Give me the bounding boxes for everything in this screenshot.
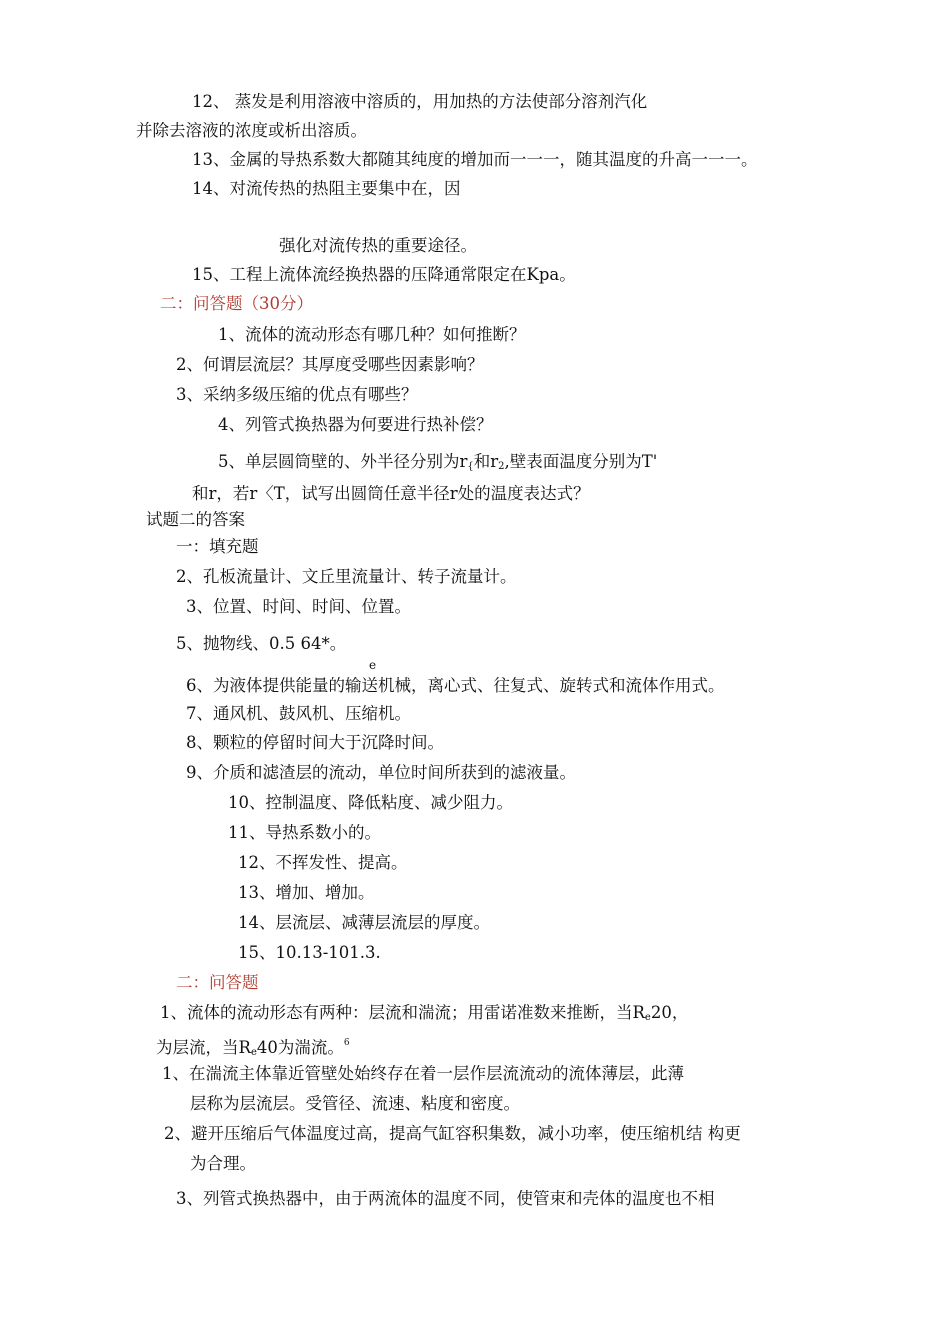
answer-6: 6、为液体提供能量的输送机械，离心式、往复式、旋转式和流体作用式。 xyxy=(186,676,725,695)
question-15: 15、工程上流体流经换热器的压降通常限定在Kpa。 xyxy=(192,265,576,284)
q5-part2: 和r xyxy=(473,452,499,471)
question-13: 13、金属的导热系数大都随其纯度的增加而一一一，随其温度的升高一一一。 xyxy=(192,150,758,169)
a1-l1-sub: e xyxy=(644,1012,651,1023)
qa-question-2: 2、何谓层流层？其厚度受哪些因素影响？ xyxy=(176,355,484,374)
q5-part3: ,壁表面温度分别为T' xyxy=(504,452,658,471)
a1-l2-sub: e xyxy=(250,1047,257,1058)
answer-2: 2、孔板流量计、文丘里流量计、转子流量计。 xyxy=(176,567,517,586)
q5-sub1: { xyxy=(467,461,474,472)
question-12-line2: 并除去溶液的浓度或析出溶质。 xyxy=(136,121,367,140)
answer-12: 12、不挥发性、提高。 xyxy=(238,853,408,872)
answer-qa-2-line2: 层称为层流层。受管径、流速、粘度和密度。 xyxy=(190,1094,520,1113)
answer-qa-3-line2: 为合理。 xyxy=(190,1154,256,1173)
answers-fill-title: 一：填充题 xyxy=(176,537,259,556)
qa-question-5-line1 xyxy=(218,452,657,477)
answer-8: 8、颗粒的停留时间大于沉降时间。 xyxy=(186,733,444,752)
answer-11: 11、导热系数小的。 xyxy=(228,823,381,842)
answer-7: 7、通风机、鼓风机、压缩机。 xyxy=(186,704,411,723)
qa-question-3: 3、采纳多级压缩的优点有哪些？ xyxy=(176,385,418,404)
a1-l2-pre: 为层流，当R xyxy=(156,1038,251,1057)
question-12-line1: 12、 蒸发是利用溶液中溶质的，用加热的方法使部分溶剂汽化 xyxy=(192,92,648,111)
answer-qa-4-line1: 3、列管式换热器中，由于两流体的温度不同，使管束和壳体的温度也不相 xyxy=(176,1189,715,1208)
qa-question-1: 1、流体的流动形态有哪几种？如何推断？ xyxy=(218,325,526,344)
question-14-line2: 强化对流传热的重要途径。 xyxy=(279,236,477,255)
answer-13: 13、增加、增加。 xyxy=(238,883,375,902)
question-14-line1: 14、对流传热的热阻主要集中在，因 xyxy=(192,179,461,198)
answer-10: 10、控制温度、降低粘度、减少阻力。 xyxy=(228,793,513,812)
answer-qa-1-line2 xyxy=(156,1033,350,1063)
answers-title: 试题二的答案 xyxy=(146,510,245,529)
section2-title: 二：问答题（30分） xyxy=(160,294,313,313)
q5-sub2: 2 xyxy=(498,461,505,472)
answer-3: 3、位置、时间、时间、位置。 xyxy=(186,597,411,616)
qa-question-5-line2: 和r，若r〈T，试写出圆筒任意半径r处的温度表达式？ xyxy=(192,484,590,503)
answer-5-subscript: e xyxy=(369,658,377,672)
answer-5: 5、抛物线、0.5 64*。 xyxy=(176,634,347,653)
answer-15: 15、10.13-101.3. xyxy=(238,943,381,962)
qa-question-4: 4、列管式换热器为何要进行热补偿？ xyxy=(218,415,493,434)
answer-qa-2-line1: 1、在湍流主体靠近管壁处始终存在着一层作层流流动的流体薄层，此薄 xyxy=(162,1064,684,1083)
a1-l2-sup: 6 xyxy=(343,1038,350,1048)
a1-l1-pre: 1、流体的流动形态有两种：层流和湍流；用雷诺准数来推断，当R xyxy=(160,1003,645,1022)
answer-14: 14、层流层、减薄层流层的厚度。 xyxy=(238,913,490,932)
answer-qa-1-line1 xyxy=(160,1003,688,1028)
q5-part1: 5、单层圆筒壁的、外半径分别为r xyxy=(218,452,468,471)
answers-qa-title: 二：问答题 xyxy=(176,973,259,992)
answer-qa-3-line1: 2、避开压缩后气体温度过高，提高气缸容积集数，减小功率，使压缩机结 构更 xyxy=(164,1124,741,1143)
a1-l2-post: 40为湍流。 xyxy=(256,1038,344,1057)
a1-l1-post: 20， xyxy=(650,1003,689,1022)
answer-9: 9、介质和滤渣层的流动，单位时间所获到的滤液量。 xyxy=(186,763,576,782)
